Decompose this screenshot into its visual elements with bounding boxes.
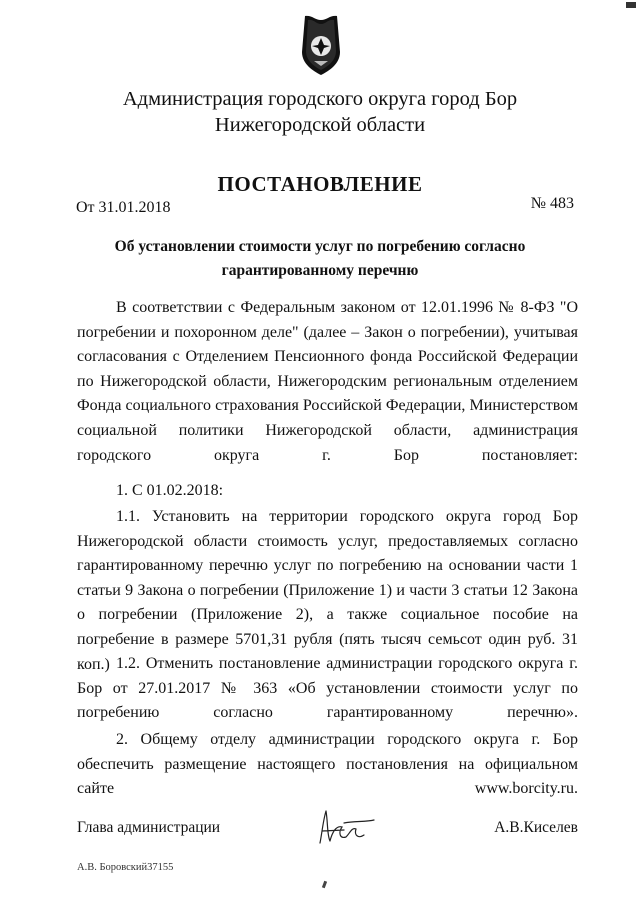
organization-name: Администрация городского округа город Бор bbox=[122, 88, 518, 110]
handwritten-signature bbox=[314, 803, 384, 847]
document-number: № 483 bbox=[530, 195, 574, 212]
item-1-2: 1.2. Отменить постановление администрации городского округа г. Бор от 27.01.2017 № 363 «Об установлении стоимости услуг по погребению согласно гарантированному перечню». bbox=[77, 655, 578, 722]
scan-artifact bbox=[626, 2, 636, 8]
signatory-name: А.В.Киселев bbox=[494, 819, 578, 836]
preamble-paragraph: В соответствии с Федеральным законом от 12.01.1996 № 8-ФЗ "О погребении и похоронном деле" (далее – Закон о погребении), учитывая согласования с Отделением Пенсионного фонда Российской Федерации по Нижегородской области, Нижегородским региональным отделением Фонда социального страхования Российской Федерации, Министерством социальной политики Нижегородской области, администрация городского округа г. Бор постановляет: bbox=[77, 299, 578, 464]
document-title: ПОСТАНОВЛЕНИЕ bbox=[217, 172, 423, 196]
item-2: 2. Общему отделу администрации городского округа г. Бор обеспечить размещение настоящего постановления на официальном сайте www.borcity.ru. bbox=[77, 731, 578, 798]
signatory-position: Глава администрации bbox=[77, 819, 221, 836]
coat-of-arms-icon bbox=[299, 14, 343, 76]
document-subject-line2: гарантированному перечню bbox=[221, 262, 419, 279]
item-1: 1. С 01.02.2018: bbox=[116, 482, 224, 499]
item-1-1: 1.1. Установить на территории городского округа город Бор Нижегородской области стоимость услуг, предоставляемых согласно гарантированному перечню услуг по погребению на основании части 1 статьи 9 Закона о погребении (Приложение 1) и части 3 статьи 12 Закона о погребении (Приложение 2), а также социальное пособие на погребение в размере 5701,31 рубля (пять тысяч семьсот один руб. 31 коп.) bbox=[77, 508, 578, 673]
document-date: От 31.01.2018 bbox=[76, 199, 171, 216]
document-subject-line1: Об установлении стоимости услуг по погребению согласно bbox=[114, 238, 526, 255]
scan-artifact bbox=[322, 881, 327, 889]
organization-region: Нижегородской области bbox=[214, 114, 426, 136]
executor-note: А.В. Боровский37155 bbox=[77, 862, 174, 873]
